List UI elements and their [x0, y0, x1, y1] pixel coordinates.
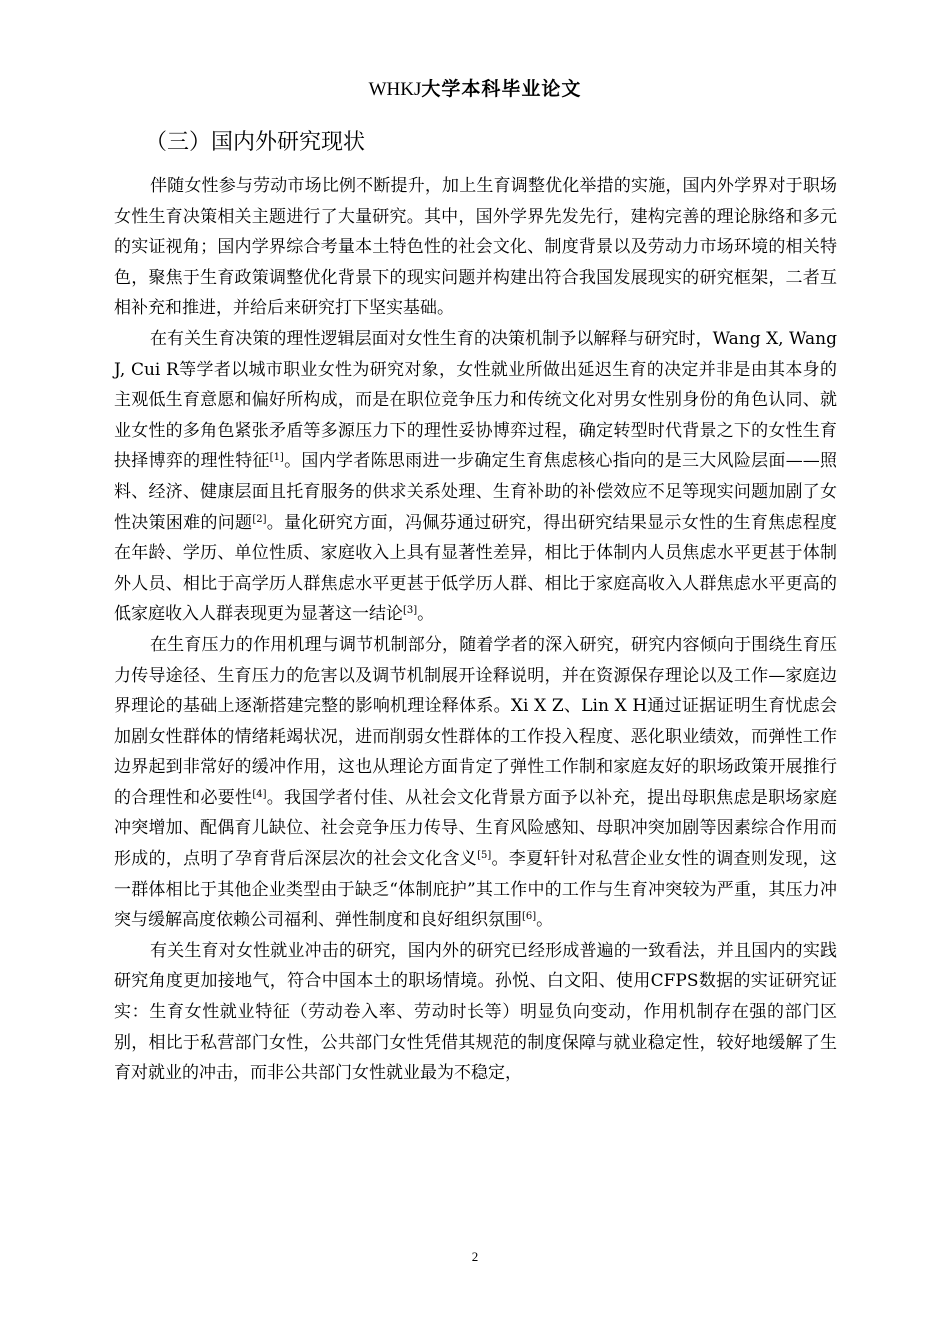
paragraph-text: 。李夏轩针对私营企业女性的调查则发现，这一群体相比于其他企业类型由于缺乏“体制庇护”其工作中的工作与生育冲突较为严重，其压力冲突与缓解高度依赖公司福利、弹性制度和良好组织氛围 — [114, 849, 838, 931]
paragraph-text: 在有关生育决策的理性逻辑层面对女性生育的决策机制予以解释与研究时，Wang X, Wang J, Cui R等学者以城市职业女性为研究对象，女性就业所做出延迟生育的决定并非是由其本身的主观低生育意愿和偏好所构成，而是在职位竞争压力和传统文化对男女性别身份的角色认同、就业女性的多角色紧张矛盾等多源压力下的理性妥协博弈过程，确定转型时代背景之下的女性生育抉择博弈的理性特征 — [114, 328, 837, 472]
paragraph-text: 。国内学者陈思雨进一步确定生育焦虑核心指向的是三大风险层面——照料、经济、健康层面且托育服务的供求关系处理、生育补助的补偿效应不足等现实问题加剧了女性决策困难的问题 — [114, 451, 838, 533]
body-paragraph — [114, 324, 837, 630]
paragraph-text: 有关生育对女性就业冲击的研究，国内外的研究已经形成普遍的一致看法，并且国内的实践研究角度更加接地气，符合中国本土的职场情境。孙悦、白文阳、使用CFPS数据的实证研究证实：生育女性就业特征（劳动卷入率、劳动时长等）明显负向变动，作用机制存在强的部门区别，相比于私营部门女性，公共部门女性凭借其规范的制度保障与就业稳定性，较好地缓解了生育对就业的冲击，而非公共部门女性就业最为不稳定， — [114, 940, 837, 1084]
paragraph-text: 伴随女性参与劳动市场比例不断提升，加上生育调整优化举措的实施，国内外学界对于职场女性生育决策相关主题进行了大量研究。其中，国外学界先发先行，建构完善的理论脉络和多元的实证视角；国内学界综合考量本土特色性的社会文化、制度背景以及劳动力市场环境的相关特色，聚焦于生育政策调整优化背景下的现实问题并构建出符合我国发展现实的研究框架，二者互相补充和推进，并给后来研究打下坚实基础。 — [114, 176, 837, 319]
header-prefix: WHKJ — [368, 79, 422, 100]
page-header — [0, 74, 950, 101]
paragraph-text: 在生育压力的作用机理与调节机制部分，随着学者的深入研究，研究内容倾向于围绕生育压力传导途径、生育压力的危害以及调节机制展开诠释说明，并在资源保存理论以及工作—家庭边界理论的基础上逐渐搭建完整的影响机理诠释体系。Xi X Z、Lin X H通过证据证明生育忧虑会加剧女性群体的情绪耗竭状况，进而削弱女性群体的工作投入程度、恶化职业绩效，而弹性工作边界起到非常好的缓冲作用，这也从理论方面肯定了弹性工作制和家庭友好的职场政策开展推行的合理性和必要性 — [114, 634, 837, 808]
paragraph-text: 。量化研究方面，冯佩芬通过研究，得出研究结果显示女性的生育焦虑程度在年龄、学历、单位性质、家庭收入上具有显著性差异，相比于体制内人员焦虑水平更甚于体制外人员、相比于高学历人群焦虑水平更甚于低学历人群、相比于家庭高收入人群焦虑水平更高的低家庭收入人群表现更为显著这一结论 — [114, 512, 838, 625]
citation-mark: [5] — [477, 850, 492, 862]
body-paragraph — [114, 630, 837, 936]
citation-mark: [2] — [252, 513, 267, 525]
citation-mark: [4] — [252, 788, 267, 800]
body-paragraph — [114, 171, 837, 324]
paragraph-text: 。我国学者付佳、从社会文化背景方面予以补充，提出母职焦虑是职场家庭冲突增加、配偶育儿缺位、社会竞争压力传导、生育风险感知、母职冲突加剧等因素综合作用而形成的，点明了孕育背后深层次的社会文化含义 — [114, 787, 838, 870]
body-paragraph — [114, 936, 837, 1089]
citation-mark: [1] — [269, 452, 284, 464]
header-title: 大学本科毕业论文 — [421, 78, 582, 100]
paragraph-text: 。 — [417, 604, 435, 625]
paragraph-text: 。 — [536, 910, 554, 931]
citation-mark: [6] — [522, 911, 537, 923]
section-title: （三）国内外研究现状 — [145, 130, 366, 155]
body-text — [114, 171, 837, 1089]
citation-mark: [3] — [403, 605, 418, 617]
page-number: 2 — [471, 1249, 479, 1264]
